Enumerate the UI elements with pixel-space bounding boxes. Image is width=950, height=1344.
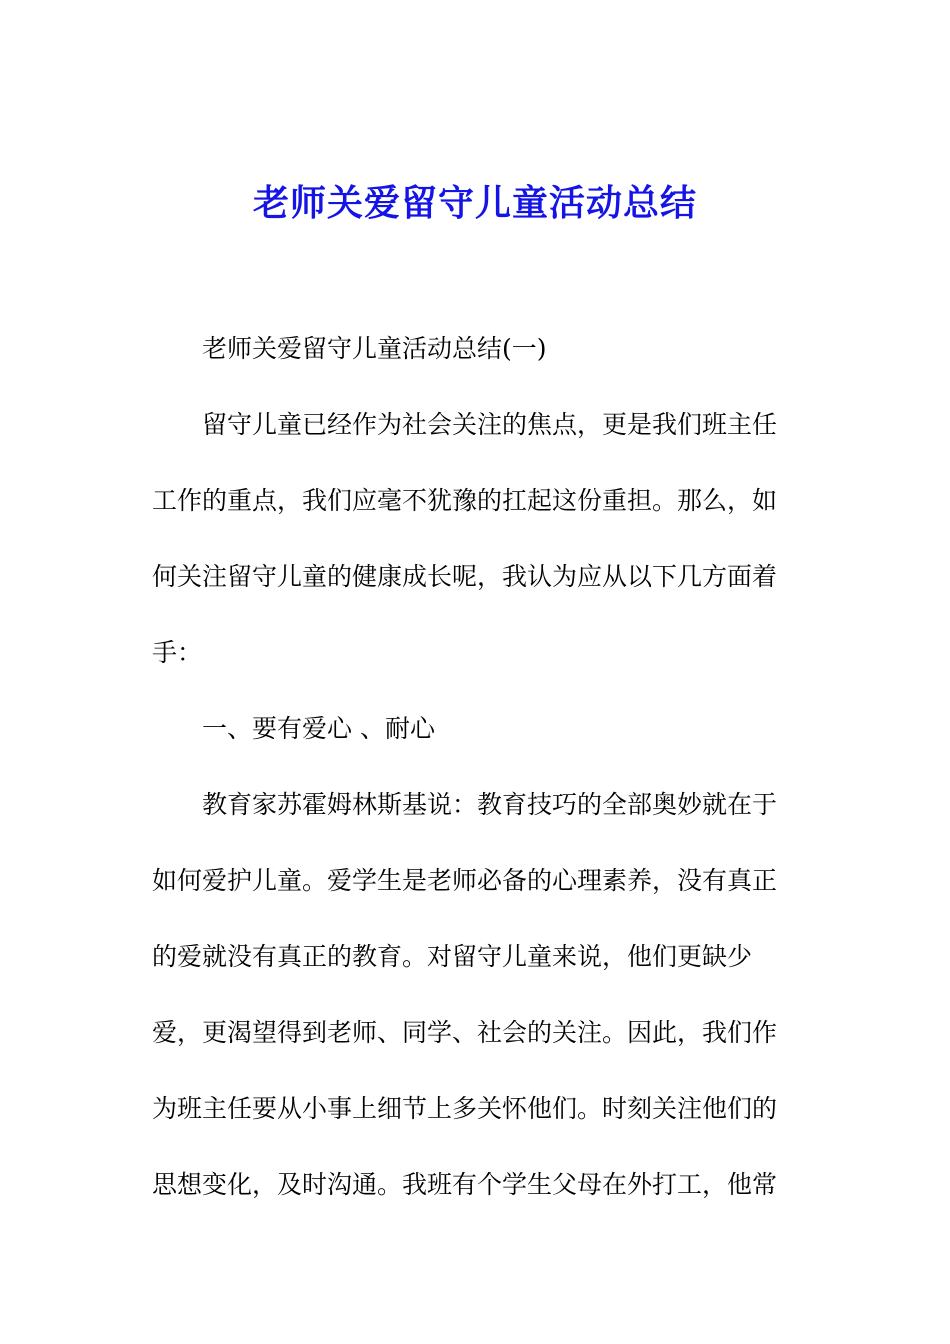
section-heading: 老师关爱留守儿童活动总结(一) bbox=[202, 334, 547, 363]
document-title: 老师关爱留守儿童活动总结 bbox=[252, 182, 697, 224]
paragraph-line: 留守儿童已经作为社会关注的焦点，更是我们班主任 bbox=[202, 410, 778, 439]
paragraph-line: 教育家苏霍姆林斯基说：教育技巧的全部奥妙就在于 bbox=[202, 790, 778, 819]
paragraph-line: 的爱就没有真正的教育。对留守儿童来说，他们更缺少 bbox=[152, 942, 753, 971]
document-body bbox=[152, 330, 794, 1242]
subsection-heading: 一、要有爱心 、耐心 bbox=[202, 714, 435, 743]
paragraph-line: 思想变化，及时沟通。我班有个学生父母在外打工，他常 bbox=[152, 1170, 778, 1199]
paragraph-line: 手： bbox=[152, 638, 203, 667]
paragraph-line: 如何爱护儿童。爱学生是老师必备的心理素养，没有真正 bbox=[152, 866, 778, 895]
paragraph-line: 工作的重点，我们应毫不犹豫的扛起这份重担。那么，如 bbox=[152, 486, 778, 515]
paragraph-line: 爱，更渴望得到老师、同学、社会的关注。因此，我们作 bbox=[152, 1018, 778, 1047]
paragraph-line: 何关注留守儿童的健康成长呢，我认为应从以下几方面着 bbox=[152, 562, 778, 591]
paragraph-line: 为班主任要从小事上细节上多关怀他们。时刻关注他们的 bbox=[152, 1094, 778, 1123]
